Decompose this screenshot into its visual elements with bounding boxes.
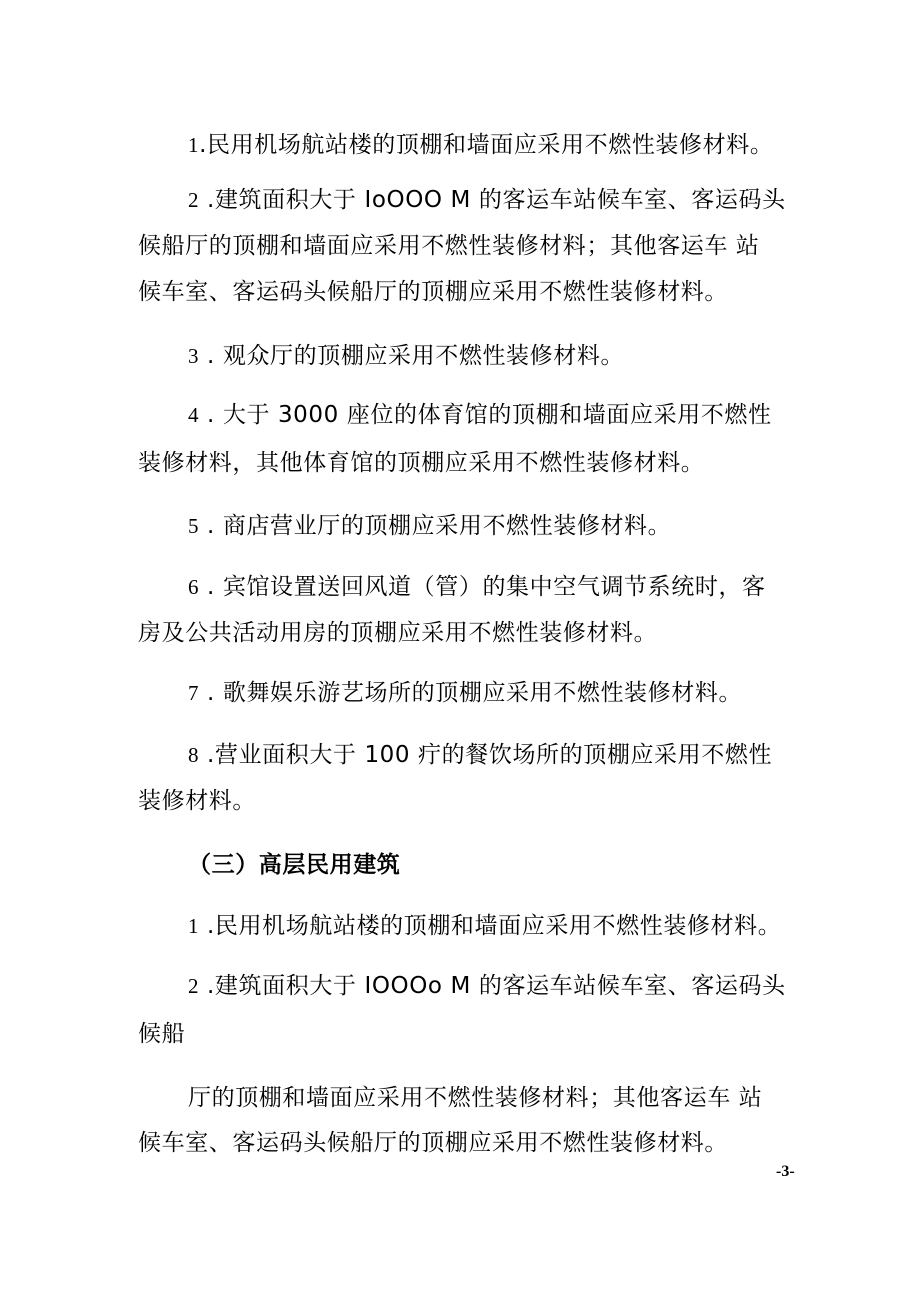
paragraph-line bbox=[188, 678, 742, 708]
item-number: 1 bbox=[188, 133, 200, 157]
item-number: 8 bbox=[188, 743, 200, 767]
section-heading bbox=[188, 850, 400, 880]
page-number: -3- bbox=[776, 1163, 795, 1180]
line-text: .营业面积大于 100 疔的餐饮场所的顶棚应采用不燃性 bbox=[199, 742, 773, 768]
paragraph-line bbox=[138, 277, 728, 307]
line-text: 装修材料，其他体育馆的顶棚应采用不燃性装修材料。 bbox=[138, 450, 705, 476]
line-text: 房及公共活动用房的顶棚应采用不燃性装修材料。 bbox=[138, 620, 658, 646]
item-number: 7 bbox=[188, 681, 200, 705]
paragraph-line bbox=[138, 448, 704, 478]
paragraph-line bbox=[188, 1083, 762, 1113]
paragraph-line bbox=[188, 400, 772, 430]
line-text: . 歌舞娱乐游艺场所的顶棚应采用不燃性装修材料。 bbox=[199, 680, 743, 706]
paragraph-line bbox=[188, 130, 773, 160]
paragraph-line bbox=[188, 740, 772, 770]
item-number: 2 bbox=[188, 188, 200, 212]
line-text: . 观众厅的顶棚应采用不燃性装修材料。 bbox=[199, 343, 625, 369]
paragraph-line bbox=[138, 786, 256, 816]
item-number: 4 bbox=[188, 403, 200, 427]
item-number: 3 bbox=[188, 344, 200, 368]
line-text: . 商店营业厅的顶棚应采用不燃性装修材料。 bbox=[199, 513, 672, 539]
item-number: 6 bbox=[188, 575, 200, 599]
paragraph-line bbox=[138, 1128, 728, 1158]
paragraph-line bbox=[188, 971, 786, 1001]
line-text: .民用机场航站楼的顶棚和墙面应采用不燃性装修材料。 bbox=[199, 913, 782, 939]
paragraph-line bbox=[188, 185, 786, 215]
item-number: 2 bbox=[188, 974, 200, 998]
heading-text: （三）高层民用建筑 bbox=[188, 852, 401, 878]
line-text: 候车室、客运码头候船厅的顶棚应采用不燃性装修材料。 bbox=[138, 279, 728, 305]
paragraph-line bbox=[138, 1019, 185, 1049]
line-text: 装修材料。 bbox=[138, 788, 256, 814]
paragraph-line bbox=[188, 911, 781, 941]
line-text: .民用机场航站楼的顶棚和墙面应采用不燃性装修材料。 bbox=[199, 132, 774, 158]
paragraph-line bbox=[188, 572, 766, 602]
paragraph-line bbox=[188, 341, 624, 371]
paragraph-line bbox=[188, 511, 671, 541]
line-text: 候船厅的顶棚和墙面应采用不燃性装修材料；其他客运车 站 bbox=[138, 233, 760, 259]
paragraph-line bbox=[138, 618, 657, 648]
line-text: .建筑面积大于 IoOOO M 的客运车站候车室、客运码头 bbox=[199, 187, 786, 213]
item-number: 5 bbox=[188, 514, 200, 538]
line-text: 候车室、客运码头候船厅的顶棚应采用不燃性装修材料。 bbox=[138, 1130, 728, 1156]
paragraph-line bbox=[138, 231, 760, 261]
line-text: 候船 bbox=[138, 1021, 186, 1047]
line-text: 厅的顶棚和墙面应采用不燃性装修材料；其他客运车 站 bbox=[188, 1085, 763, 1111]
item-number: 1 bbox=[188, 914, 200, 938]
line-text: . 宾馆设置送回风道（管）的集中空气调节系统时，客 bbox=[199, 574, 766, 600]
line-text: .建筑面积大于 IOOOo M 的客运车站候车室、客运码头 bbox=[199, 973, 786, 999]
line-text: . 大于 3000 座位的体育馆的顶棚和墙面应采用不燃性 bbox=[199, 402, 772, 428]
